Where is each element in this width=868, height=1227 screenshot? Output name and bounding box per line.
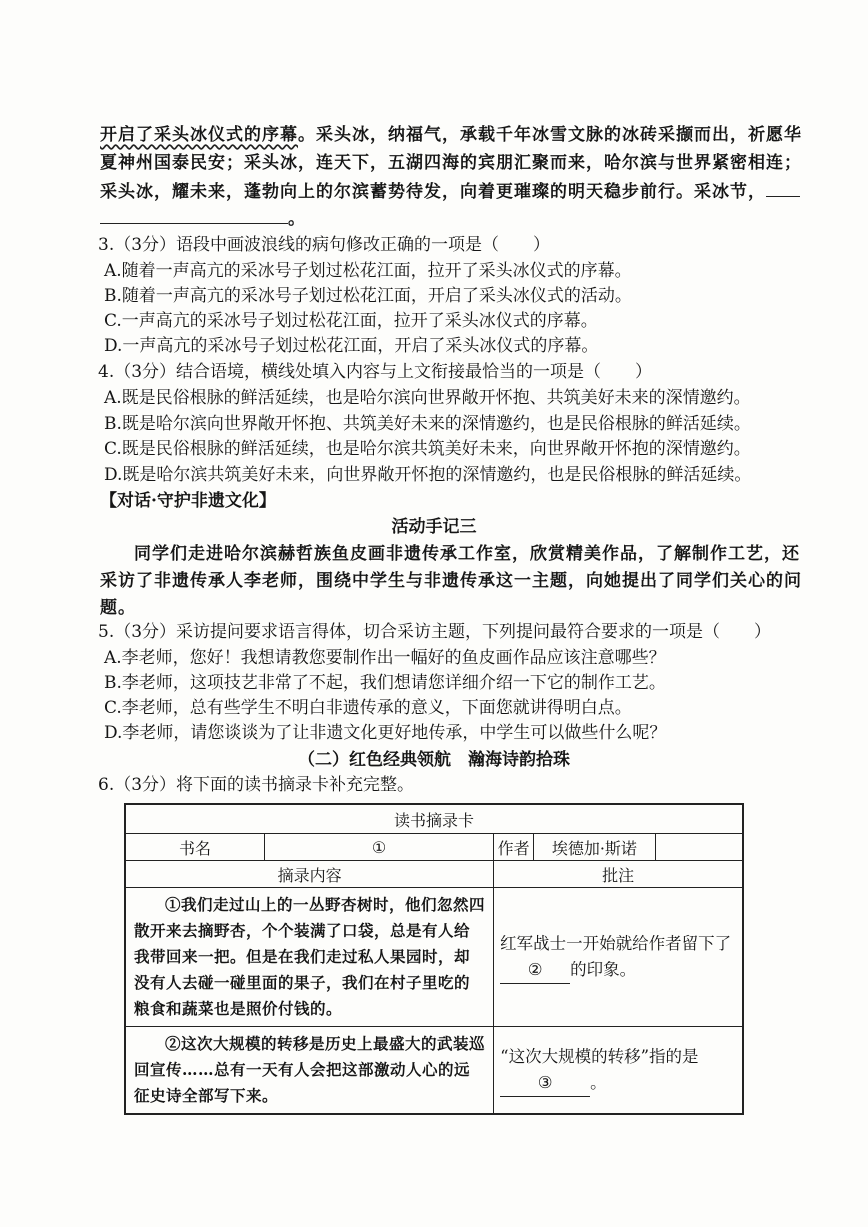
question-3-option-b[interactable]: B.随着一声高亢的采冰号子划过松花江面，开启了采头冰仪式的活动。 xyxy=(104,286,632,306)
activity-notes-title: 活动手记三 xyxy=(391,517,477,537)
question-3-option-c[interactable]: C.一声高亢的采冰号子划过松花江面，拉开了采头冰仪式的序幕。 xyxy=(104,311,598,331)
wavy-underlined-sentence: 开启了采头冰仪式的序幕 xyxy=(100,125,298,145)
question-4-option-a[interactable]: A.既是民俗根脉的鲜活延续，也是哈尔滨向世界敞开怀抱、共筑美好未来的深情邀约。 xyxy=(104,388,751,408)
author-label: 作者 xyxy=(494,834,534,861)
question-3-stem: 3.（3分）语段中画波浪线的病句修改正确的一项是（ ） xyxy=(98,235,551,255)
passage-line-3: 采头冰，耀未来，蓬勃向上的尔滨蓄势待发，向着更璀璨的明天稳步前行。采冰节， xyxy=(100,178,800,205)
note-2: “这次大规模的转移”指的是 ③ 。 xyxy=(494,1027,743,1115)
question-6-stem: 6.（3分）将下面的读书摘录卡补充完整。 xyxy=(98,775,415,795)
reading-excerpt-card xyxy=(124,803,744,1115)
note-2-blank[interactable]: ③ xyxy=(500,1070,590,1097)
activity-notes-para-2: 采访了非遗传承人李老师，围绕中学生与非遗传承这一主题，向她提出了同学们关心的问 xyxy=(100,571,802,591)
question-5-option-b[interactable]: B.李老师，这项技艺非常了不起，我们想请您详细介绍一下它的制作工艺。 xyxy=(104,673,666,693)
section-heading-dialogue: 【对话·守护非遗文化】 xyxy=(100,491,276,511)
note-1-blank[interactable]: ② xyxy=(500,957,570,984)
excerpt-2: ②这次大规模的转移是历史上最盛大的武装巡回宣传……总有一天有人会把这部激动人心的远征史诗全部写下来。 xyxy=(125,1027,494,1115)
section-heading-2: （二）红色经典领航 瀚海诗韵拾珠 xyxy=(298,750,570,770)
excerpt-1: ①我们走过山上的一丛野杏树时，他们忽然四散开来去摘野杏，个个装满了口袋，总是有人给我带回来一把。但是在我们走过私人果园时，却没有人去碰一碰里面的果子，我们在村子里吃的粮食和蔬菜也是照价付钱的。 xyxy=(125,888,494,1027)
author-value: 埃德加·斯诺 xyxy=(534,834,656,861)
answer-blank-continued[interactable] xyxy=(100,205,288,224)
question-5-option-c[interactable]: C.李老师，总有些学生不明白非遗传承的意义，下面您就讲得明白点。 xyxy=(104,698,632,718)
question-4-option-c[interactable]: C.既是民俗根脉的鲜活延续，也是哈尔滨共筑美好未来，向世界敞开怀抱的深情邀约。 xyxy=(104,439,751,459)
question-4-option-d[interactable]: D.既是哈尔滨共筑美好未来，向世界敞开怀抱的深情邀约，也是民俗根脉的鲜活延续。 xyxy=(104,465,752,485)
empty-cell xyxy=(655,834,743,861)
passage-line-2: 夏神州国泰民安；采头冰，连天下，五湖四海的宾朋汇聚而来，哈尔滨与世界紧密相连； xyxy=(100,153,802,173)
question-5-option-a[interactable]: A.李老师，您好！我想请教您要制作出一幅好的鱼皮画作品应该注意哪些？ xyxy=(104,648,666,668)
question-5-stem: 5.（3分）采访提问要求语言得体，切合采访主题，下列提问最符合要求的一项是（ ） xyxy=(98,622,772,642)
note-header: 批注 xyxy=(494,861,743,888)
question-4-option-b[interactable]: B.既是哈尔滨向世界敞开怀抱、共筑美好未来的深情邀约，也是民俗根脉的鲜活延续。 xyxy=(104,414,751,434)
question-3-option-a[interactable]: A.随着一声高亢的采冰号子划过松花江面，拉开了采头冰仪式的序幕。 xyxy=(104,261,632,281)
excerpt-header: 摘录内容 xyxy=(125,861,494,888)
answer-blank[interactable] xyxy=(766,178,800,197)
question-3-option-d[interactable]: D.一声高亢的采冰号子划过松花江面，开启了采头冰仪式的序幕。 xyxy=(104,336,599,356)
question-4-stem: 4.（3分）结合语境，横线处填入内容与上文衔接最恰当的一项是（ ） xyxy=(98,362,653,382)
activity-notes-para-3: 题。 xyxy=(100,598,136,618)
passage-line-4: 。 xyxy=(100,205,306,232)
book-label: 书名 xyxy=(125,834,265,861)
activity-notes-para-1: 同学们走进哈尔滨赫哲族鱼皮画非遗传承工作室，欣赏精美作品，了解制作工艺，还 xyxy=(134,544,800,564)
card-title: 读书摘录卡 xyxy=(125,804,743,834)
note-1: 红军战士一开始就给作者留下了 ② 的印象。 xyxy=(494,888,743,1027)
passage-line-1: 开启了采头冰仪式的序幕。采头冰，纳福气，承载千年冰雪文脉的冰砖采撷而出，祈愿华 xyxy=(100,125,802,145)
question-5-option-d[interactable]: D.李老师，请您谈谈为了让非遗文化更好地传承，中学生可以做些什么呢？ xyxy=(104,723,667,743)
book-title-blank[interactable]: ① xyxy=(265,834,494,861)
